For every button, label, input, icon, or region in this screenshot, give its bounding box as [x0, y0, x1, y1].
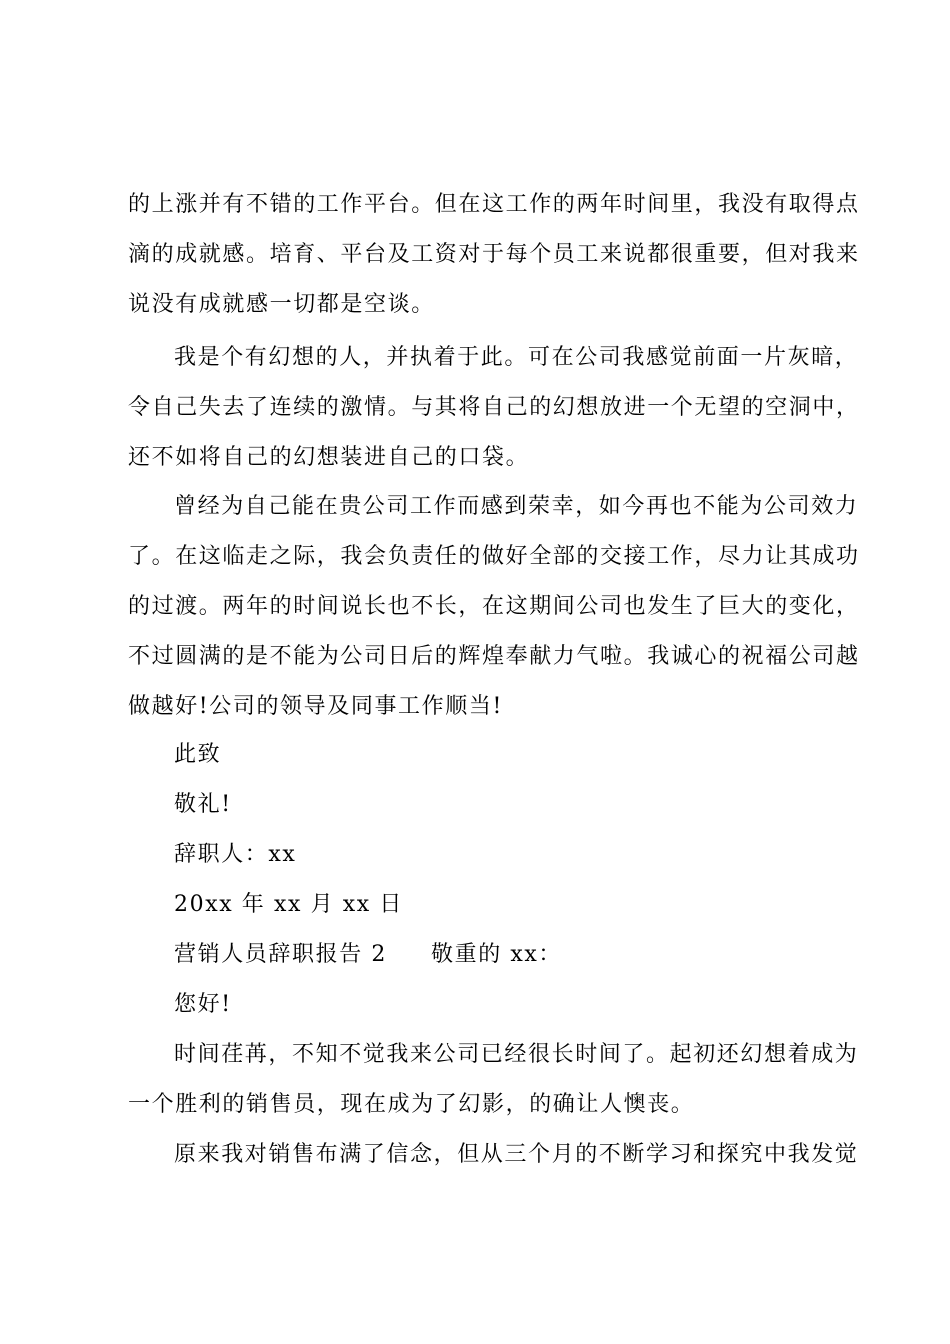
paragraph-line: 的过渡。两年的时间说长也不长，在这期间公司也发生了巨大的变化，	[128, 594, 860, 619]
report-title: 营销人员辞职报告 2	[174, 942, 387, 967]
paragraph-line: 的上涨并有不错的工作平台。但在这工作的两年时间里，我没有取得点	[128, 192, 860, 217]
paragraph-line: 说没有成就感一切都是空谈。	[128, 292, 435, 317]
recipient-greeting: 敬重的 xx：	[431, 942, 563, 967]
paragraph-line: 了。在这临走之际，我会负责任的做好全部的交接工作，尽力让其成功	[128, 544, 860, 569]
paragraph-line: 令自己失去了连续的激情。与其将自己的幻想放进一个无望的空洞中，	[128, 395, 860, 420]
date-line: 20xx 年 xx 月 xx 日	[174, 892, 404, 917]
paragraph-line: 时间荏苒，不知不觉我来公司已经很长时间了。起初还幻想着成为	[174, 1042, 859, 1067]
paragraph-line: 做越好!公司的领导及同事工作顺当!	[128, 694, 503, 719]
salutation-line: 敬礼!	[174, 792, 232, 817]
signer-line: 辞职人：xx	[174, 842, 297, 867]
paragraph-line: 原来我对销售布满了信念，但从三个月的不断学习和探究中我发觉	[174, 1142, 859, 1167]
paragraph-line: 还不如将自己的幻想装进自己的口袋。	[128, 445, 530, 470]
closing-line: 此致	[174, 742, 222, 767]
report-heading-line	[174, 940, 874, 970]
paragraph-line: 滴的成就感。培育、平台及工资对于每个员工来说都很重要，但对我来	[128, 242, 860, 267]
paragraph-line: 曾经为自己能在贵公司工作而感到荣幸，如今再也不能为公司效力	[174, 494, 859, 519]
greeting-line: 您好!	[174, 992, 232, 1017]
paragraph-line: 一个胜利的销售员，现在成为了幻影，的确让人懊丧。	[128, 1092, 695, 1117]
paragraph-line: 我是个有幻想的人，并执着于此。可在公司我感觉前面一片灰暗，	[174, 345, 859, 370]
paragraph-line: 不过圆满的是不能为公司日后的辉煌奉献力气啦。我诚心的祝福公司越	[128, 644, 860, 669]
